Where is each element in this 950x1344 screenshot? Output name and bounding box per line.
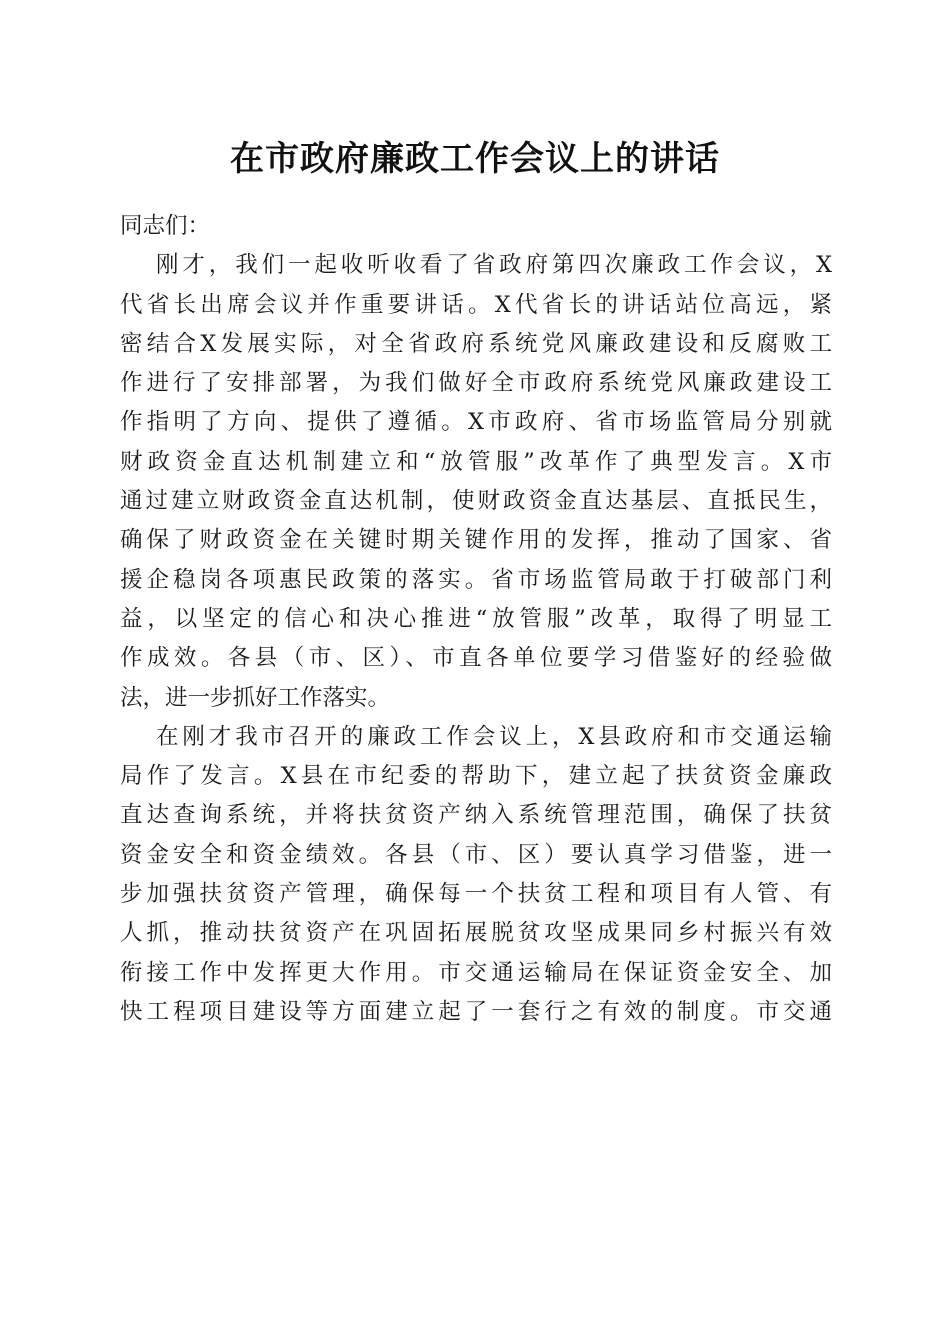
text-line: 直达查询系统，并将扶贫资产纳入系统管理范围，确保了扶贫 <box>120 802 832 829</box>
text-line: 快工程项目建设等方面建立起了一套行之有效的制度。市交通 <box>120 998 832 1025</box>
text-line: 资金安全和资金绩效。各县（市、区）要认真学习借鉴，进一 <box>120 841 832 868</box>
text-line: 代省长出席会议并作重要讲话。X代省长的讲话站位高远，紧 <box>120 291 832 318</box>
text-line: 作指明了方向、提供了遵循。X市政府、省市场监管局分别就 <box>120 409 832 436</box>
text-line: 刚才，我们一起收听收看了省政府第四次廉政工作会议，X <box>156 252 832 279</box>
text-line: 在刚才我市召开的廉政工作会议上，X县政府和市交通运输 <box>156 723 832 750</box>
salutation: 同志们： <box>120 213 211 239</box>
text-line: 衔接工作中发挥更大作用。市交通运输局在保证资金安全、加 <box>120 959 832 986</box>
text-line: 密结合X发展实际，对全省政府系统党风廉政建设和反腐败工 <box>120 330 832 357</box>
text-line: 通过建立财政资金直达机制，使财政资金直达基层、直抵民生， <box>120 488 832 515</box>
text-line: 益，以坚定的信心和决心推进“放管服”改革，取得了明显工 <box>120 605 832 632</box>
text-line: 确保了财政资金在关键时期关键作用的发挥，推动了国家、省 <box>120 527 832 554</box>
document-title: 在市政府廉政工作会议上的讲话 <box>230 139 720 179</box>
document-body <box>120 207 832 1032</box>
text-line: 作进行了安排部署，为我们做好全市政府系统党风廉政建设工 <box>120 370 832 397</box>
text-line: 财政资金直达机制建立和“放管服”改革作了典型发言。X市 <box>120 448 832 475</box>
text-line: 人抓，推动扶贫资产在巩固拓展脱贫攻坚成果同乡村振兴有效 <box>120 920 832 947</box>
text-line: 作成效。各县（市、区）、市直各单位要学习借鉴好的经验做 <box>120 645 832 672</box>
text-line: 法，进一步抓好工作落实。 <box>120 684 391 711</box>
text-line: 局作了发言。X县在市纪委的帮助下，建立起了扶贫资金廉政 <box>120 763 832 790</box>
paragraph-1 <box>120 246 832 718</box>
text-line: 步加强扶贫资产管理，确保每一个扶贫工程和项目有人管、有 <box>120 881 832 908</box>
paragraph-2 <box>120 718 832 1032</box>
text-line: 援企稳岗各项惠民政策的落实。省市场监管局敢于打破部门利 <box>120 566 832 593</box>
